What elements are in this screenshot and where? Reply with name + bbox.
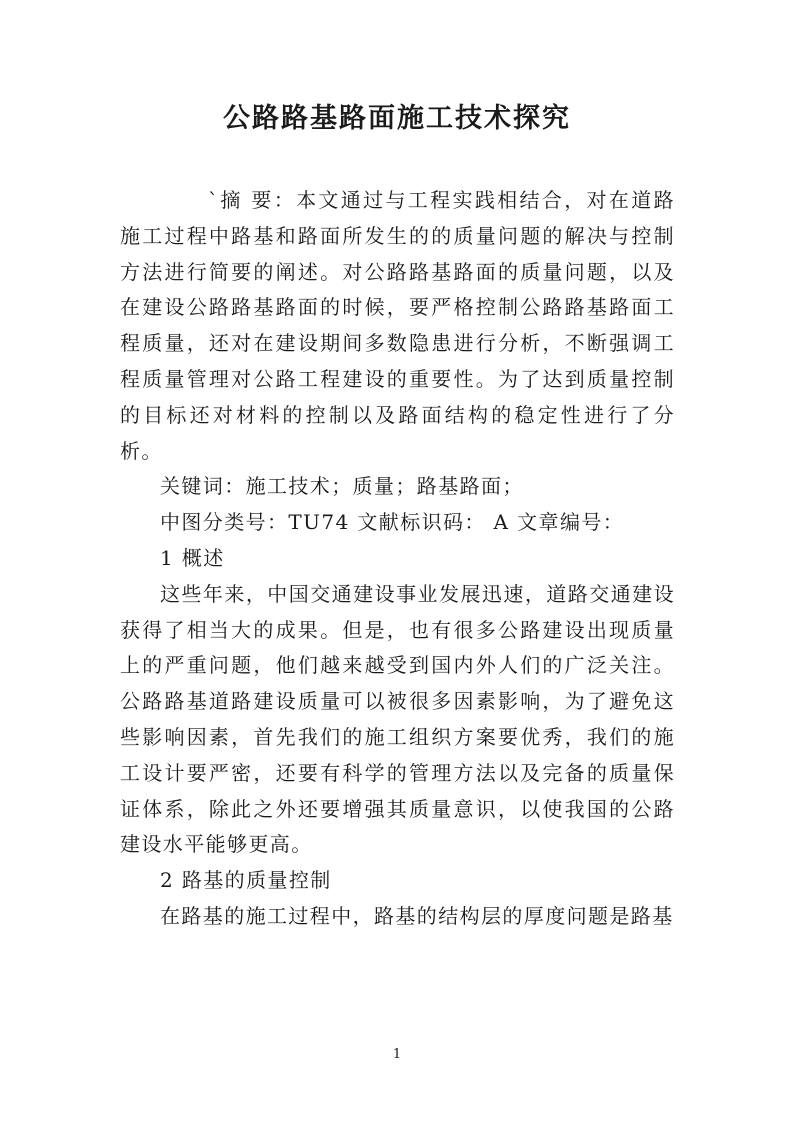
abstract-paragraph: `摘 要：本文通过与工程实践相结合，对在道路施工过程中路基和路面所发生的的质量问题的解决与控制方法进行简要的阐述。对公路路基路面的质量问题，以及在建设公路路基路面的时候，要严格控制公路路基路面工程质量，还对在建设期间多数隐患进行分析，不断强调工程质量管理对公路工程建设的重要性。为了达到质量控制的目标还对材料的控制以及路面结构的稳定性进行了分析。 (120, 188, 675, 463)
classification-line: 中图分类号：TU74 文献标识码： A 文章编号： (160, 510, 625, 535)
document-body (120, 183, 675, 935)
subgrade-paragraph: 在路基的施工过程中，路基的结构层的厚度问题是路基 (160, 903, 674, 928)
overview-paragraph: 这些年来，中国交通建设事业发展迅速，道路交通建设获得了相当大的成果。但是，也有很多公路建设出现质量上的严重问题，他们越来越受到国内外人们的广泛关注。公路路基道路建设质量可以被很多因素影响，为了避免这些影响因素，首先我们的施工组织方案要优秀，我们的施工设计要严密，还要有科学的管理方法以及完备的质量保证体系，除此之外还要增强其质量意识，以使我国的公路建设水平能够更高。 (120, 581, 675, 857)
document-title: 公路路基路面施工技术探究 (223, 103, 571, 134)
page-number: 1 (392, 1047, 402, 1062)
keywords-line: 关键词：施工技术；质量；路基路面； (160, 474, 524, 499)
section-heading-subgrade: 2 路基的质量控制 (160, 868, 332, 893)
section-heading-overview: 1 概述 (160, 545, 225, 570)
